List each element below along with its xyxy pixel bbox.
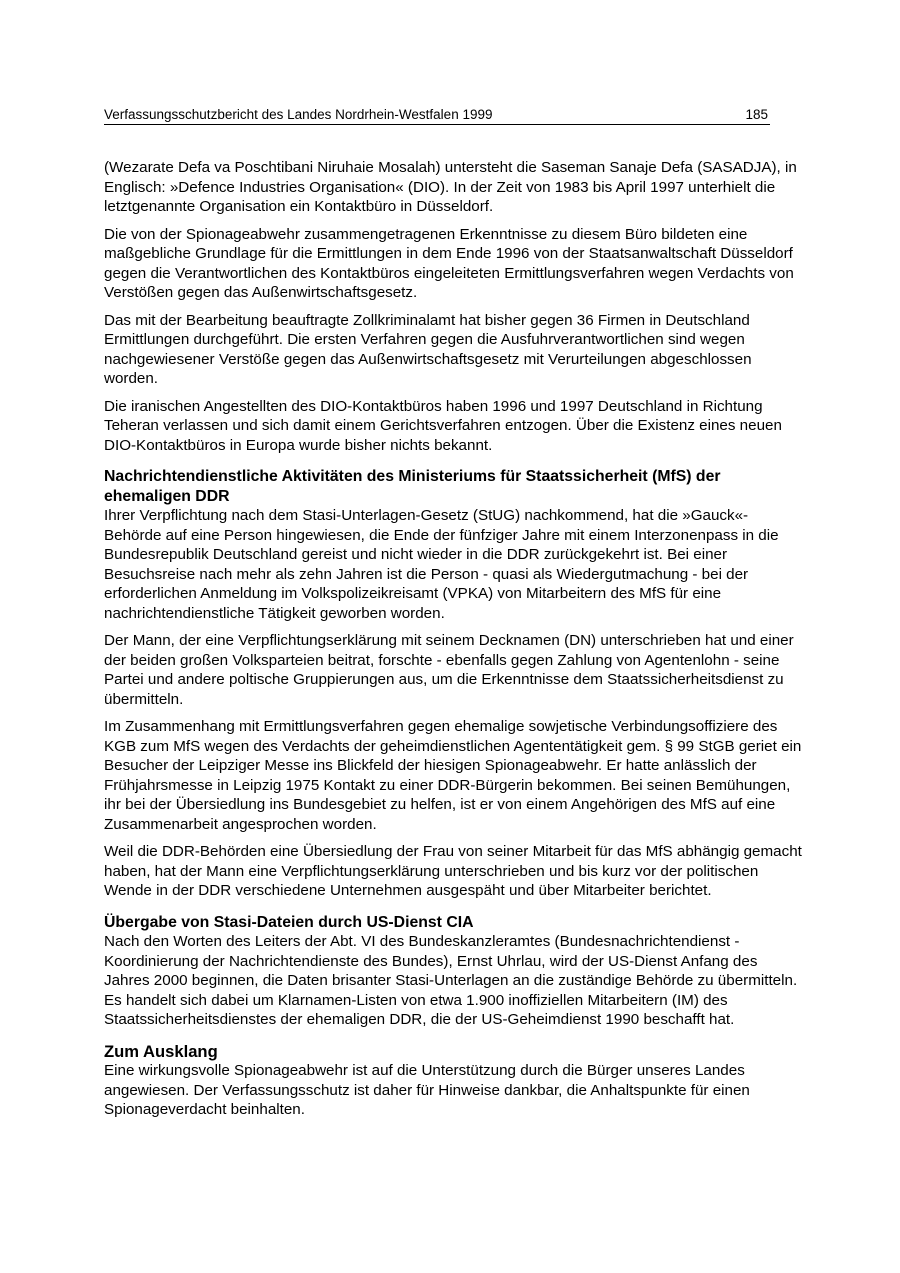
section-heading-ausklang: Zum Ausklang bbox=[104, 1041, 218, 1061]
document-body bbox=[104, 158, 804, 1128]
body-paragraph: Eine wirkungsvolle Spionageabwehr ist auf die Unterstützung durch die Bürger unseres Landes angewiesen. Der Verfassungsschutz ist daher für Hinweise dankbar, die Anhaltspunkte für einen Spionageverdacht beinhalten. bbox=[104, 1062, 750, 1118]
section-heading-cia: Übergabe von Stasi-Dateien durch US-Dienst CIA bbox=[104, 913, 474, 931]
body-paragraph: Die von der Spionageabwehr zusammengetragenen Erkenntnisse zu diesem Büro bildeten eine maßgebliche Grundlage für die Ermittlungen in dem Ende 1996 von der Staatsanwaltschaft Düsseldorf gegen die Verantwortlichen des Kontaktbüros eingeleiteten Ermittlungsverfahren wegen Verdachts von Verstößen gegen das Außenwirtschaftsgesetz. bbox=[104, 225, 794, 301]
body-paragraph: Der Mann, der eine Verpflichtungserklärung mit seinem Decknamen (DN) unterschrieben hat und einer der beiden großen Volksparteien beitrat, forschte - ebenfalls gegen Zahlung von Agentenlohn - seine Partei und andere poltische Gruppierungen aus, um die Erkenntnisse dem Staatssicherheitsdienst zu übermitteln. bbox=[104, 632, 794, 708]
body-paragraph: Nach den Worten des Leiters der Abt. VI des Bundeskanzleramtes (Bundesnachrichtendienst - Koordinierung der Nachrichtendienste des Bundes), Ernst Uhrlau, wird der US-Dienst Anfang des Jahres 2000 beginnen, die Daten brisanter Stasi-Unterlagen an die zuständige Behörde zu übermitteln. Es handelt sich dabei um Klarnamen-Listen von etwa 1.900 inoffiziellen Mitarbeitern (IM) des Staatssicherheitsdienstes der ehemaligen DDR, die der US-Geheimdienst 1990 beschafft hat. bbox=[104, 933, 798, 1028]
body-paragraph: Im Zusammenhang mit Ermittlungsverfahren gegen ehemalige sowjetische Verbindungsoffiziere des KGB zum MfS wegen des Verdachts der geheimdienstlichen Agententätigkeit gem. § 99 StGB geriet ein Besucher der Leipziger Messe ins Blickfeld der hiesigen Spionageabwehr. Er hatte anlässlich der Frühjahrsmesse in Leipzig 1975 Kontakt zu einer DDR-Bürgerin bekommen. Bei seinen Bemühungen, ihr bei der Übersiedlung ins Bundesgebiet zu helfen, ist er von einem Angehörigen des MfS auf eine Zusammenarbeit angesprochen worden. bbox=[104, 718, 802, 833]
body-paragraph: Weil die DDR-Behörden eine Übersiedlung der Frau von seiner Mitarbeit für das MfS abhängig gemacht haben, hat der Mann eine Verpflichtungserklärung unterschrieben und bis kurz vor der politischen Wende in der DDR verschiedene Unternehmen ausgespäht und über Mitarbeiter berichtet. bbox=[104, 843, 802, 899]
body-paragraph: (Wezarate Defa va Poschtibani Niruhaie Mosalah) untersteht die Saseman Sanaje Defa (SASADJA), in Englisch: »Defence Industries Organisation« (DIO). In der Zeit von 1983 bis April 1997 unterhielt die letztgenannte Organisation ein Kontaktbüro in Düsseldorf. bbox=[104, 159, 797, 215]
body-paragraph: Die iranischen Angestellten des DIO-Kontaktbüros haben 1996 und 1997 Deutschland in Richtung Teheran verlassen und sich damit einem Gerichtsverfahren entzogen. Über die Existenz eines neuen DIO-Kontaktbüros in Europa wurde bisher nichts bekannt. bbox=[104, 397, 782, 454]
page-header bbox=[104, 107, 770, 125]
header-title: Verfassungsschutzbericht des Landes Nordrhein-Westfalen 1999 bbox=[104, 107, 493, 122]
section-heading-mfs: Nachrichtendienstliche Aktivitäten des Ministeriums für Staatssicherheit (MfS) der ehemaligen DDR bbox=[104, 468, 721, 505]
body-paragraph: Ihrer Verpflichtung nach dem Stasi-Unterlagen-Gesetz (StUG) nachkommend, hat die »Gauck«-Behörde auf eine Person hingewiesen, die Ende der fünfziger Jahre mit einem Interzonenpass in die Bundesrepublik Deutschland gereist und nicht wieder in die DDR zurückgekehrt ist. Bei einer Besuchsreise nach mehr als zehn Jahren ist die Person - quasi als Wiedergutmachung - bei der erforderlichen Anmeldung im Volkspolizeikreisamt (VPKA) von Mitarbeitern des MfS für eine nachrichtendienstliche Tätigkeit geworben worden. bbox=[104, 507, 779, 622]
body-paragraph: Das mit der Bearbeitung beauftragte Zollkriminalamt hat bisher gegen 36 Firmen in Deutschland Ermittlungen durchgeführt. Die ersten Verfahren gegen die Ausfuhrverantwortlichen sind wegen nachgewiesener Verstöße gegen das Außenwirtschaftsgesetz mit Verurteilungen abgeschlossen worden. bbox=[104, 311, 752, 387]
page-number: 185 bbox=[745, 107, 768, 122]
